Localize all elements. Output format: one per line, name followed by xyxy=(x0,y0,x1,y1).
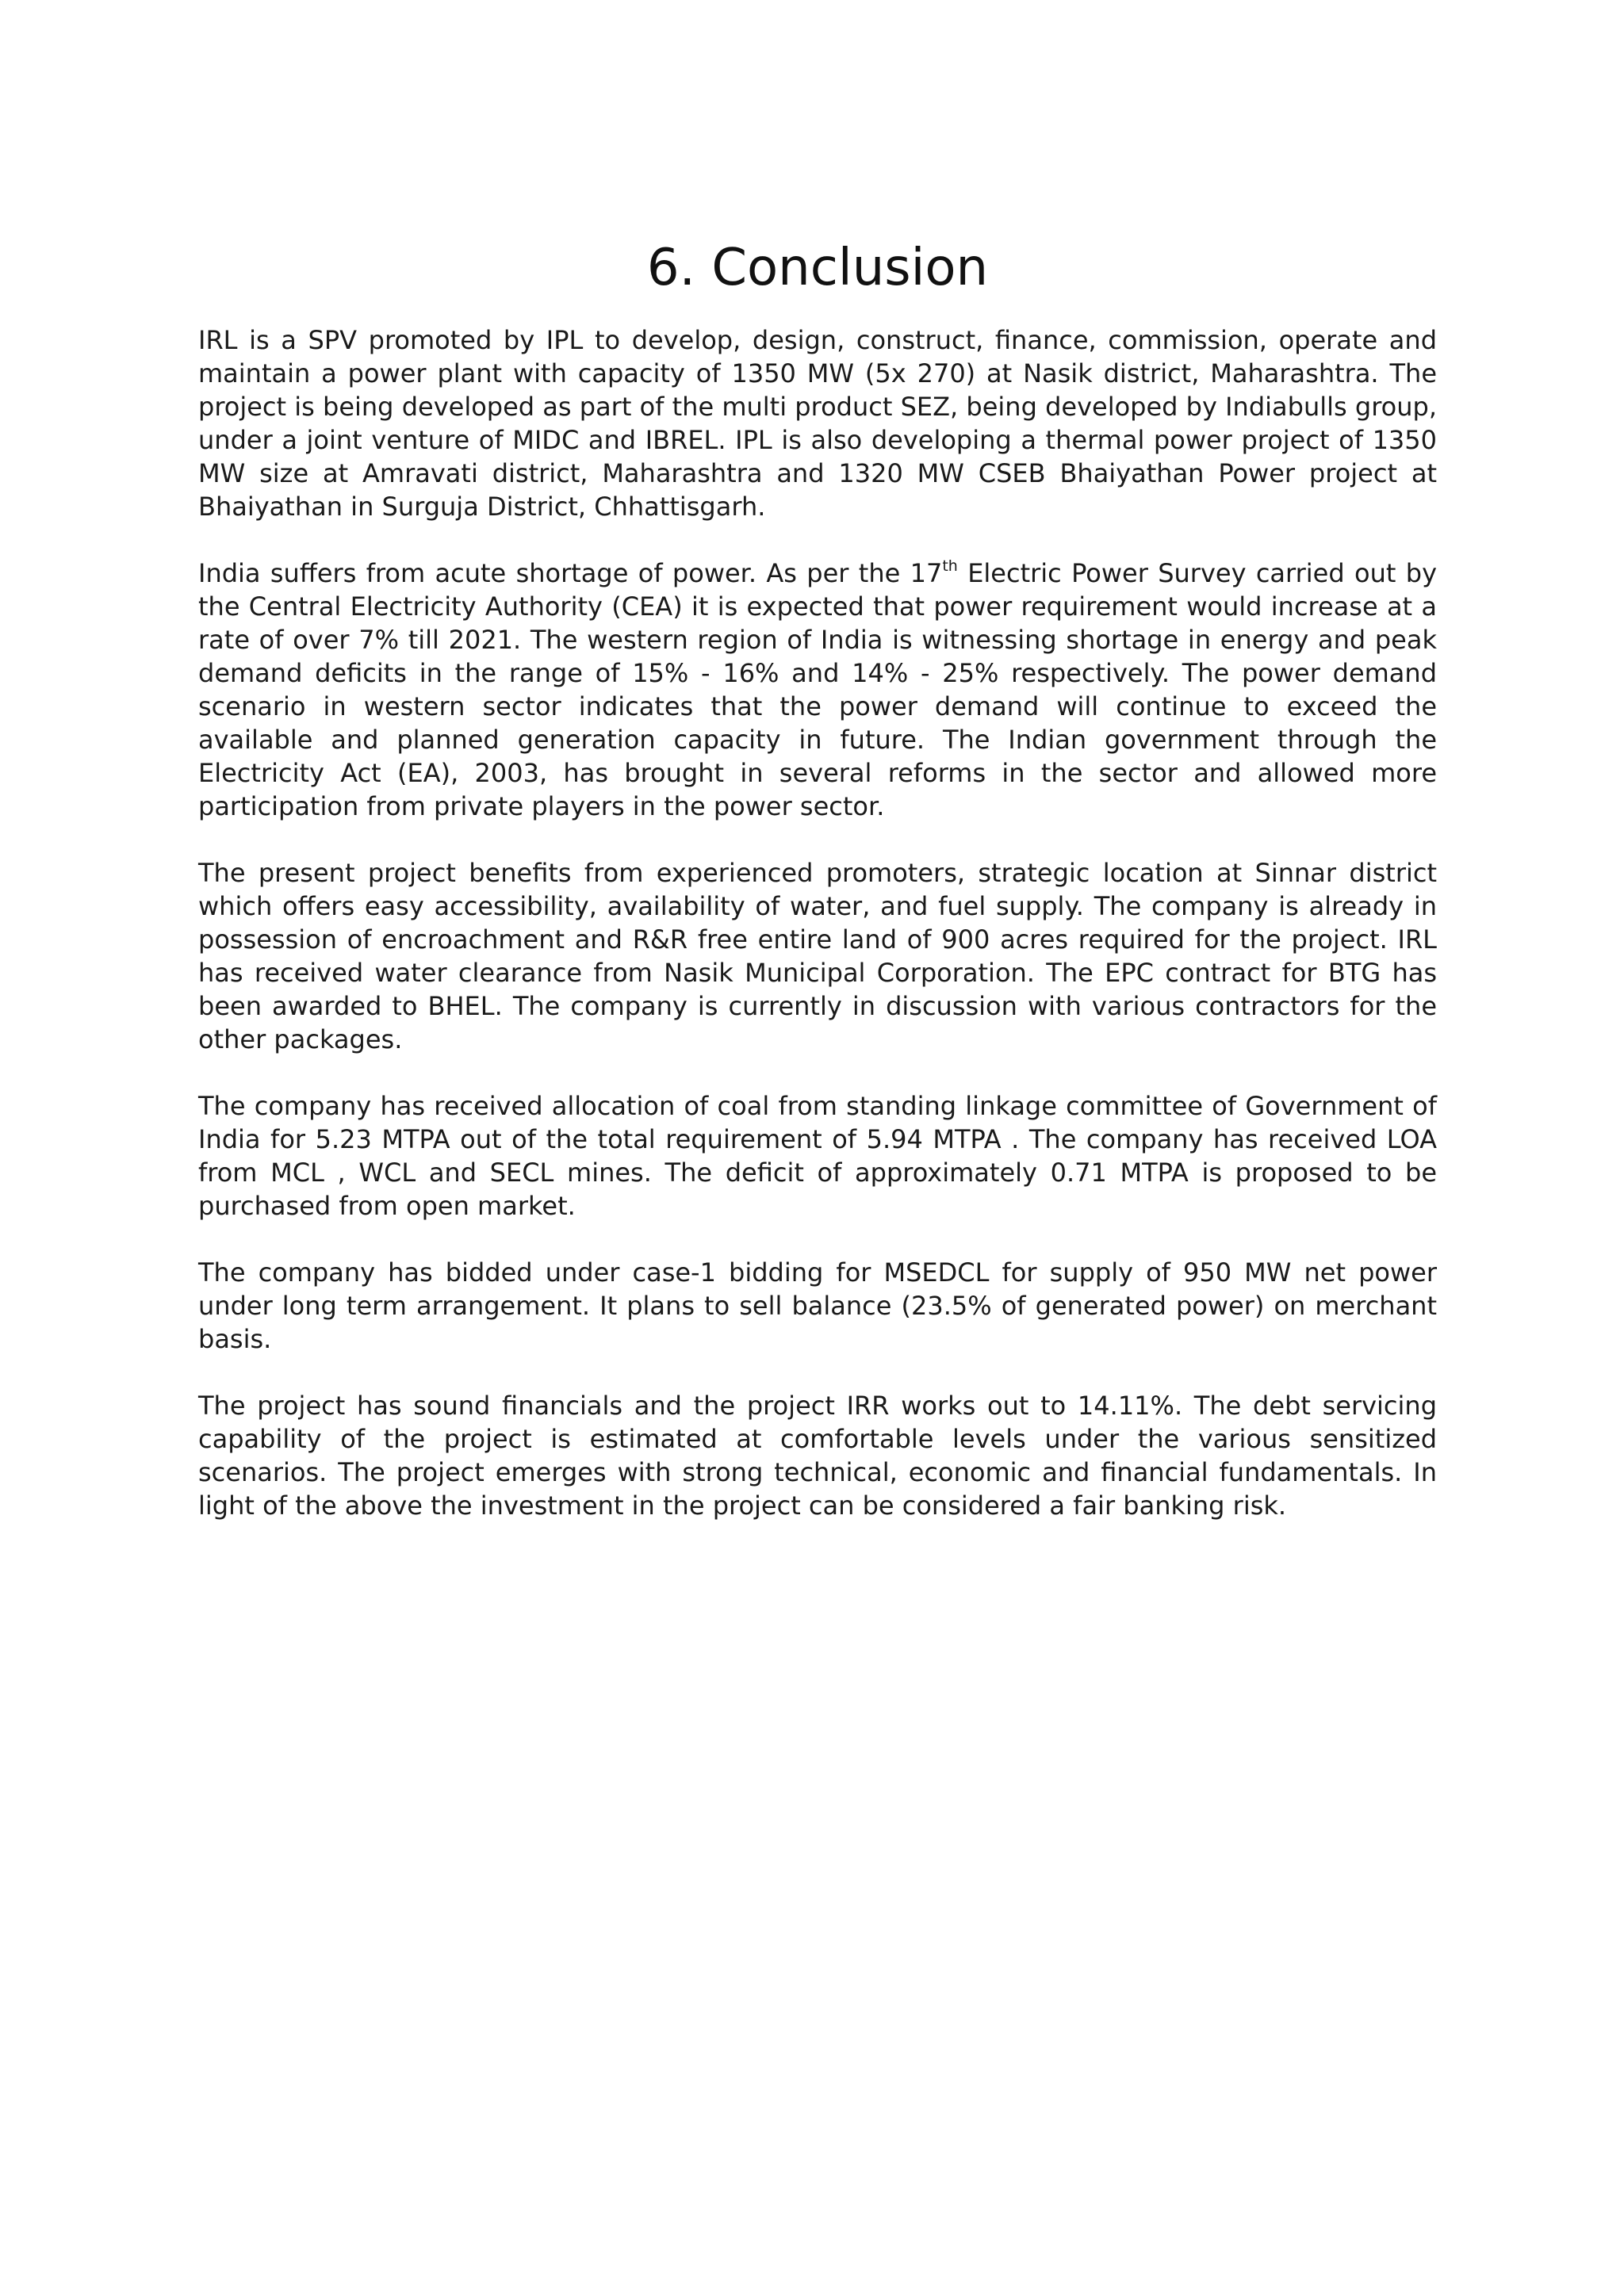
paragraph-project-overview: IRL is a SPV promoted by IPL to develop, design, construct, finance, commission, operate and maintain a power plant with capacity of 1350 MW (5x 270) at Nasik district, Maharashtra. The project is being developed as part of the multi product SEZ, being developed by Indiabulls group, under a joint venture of MIDC and IBREL. IPL is also developing a thermal power project of 1350 MW size at Amravati district, Maharashtra and 1320 MW CSEB Bhaiyathan Power project at Bhaiyathan in Surguja District, Chhattisgarh. xyxy=(198,325,1437,522)
paragraph-power-shortage-text-end: Electric Power Survey carried out by the Central Electricity Authority (CEA) it is expected that power requirement would increase at a rate of over 7% till 2021. The western region of India is witnessing shortage in energy and peak demand deficits in the range of 15% - 16% and 14% - 25% respectively. The power demand scenario in western sector indicates that the power demand will continue to exceed the available and planned generation capacity in future. The Indian government through the Electricity Act (EA), 2003, has brought in several reforms in the sector and allowed more participation from private players in the power sector. xyxy=(198,558,1438,821)
document-page xyxy=(198,230,1437,1556)
page-title: 6. Conclusion xyxy=(646,239,989,297)
paragraph-power-shortage xyxy=(198,557,1437,823)
paragraph-project-benefits: The present project benefits from experienced promoters, strategic location at Sinnar district which offers easy accessibility, availability of water, and fuel supply. The company is already in possession of encroachment and R&R free entire land of 900 acres required for the project. IRL has received water clearance from Nasik Municipal Corporation. The EPC contract for BTG has been awarded to BHEL. The company is currently in discussion with various contractors for the other packages. xyxy=(198,858,1437,1054)
paragraph-power-bidding: The company has bidded under case-1 bidding for MSEDCL for supply of 950 MW net power under long term arrangement. It plans to sell balance (23.5% of generated power) on merchant basis. xyxy=(198,1257,1437,1354)
paragraph-coal-allocation: The company has received allocation of coal from standing linkage committee of Government of India for 5.23 MTPA out of the total requirement of 5.94 MTPA . The company has received LOA from MCL , WCL and SECL mines. The deficit of approximately 0.71 MTPA is proposed to be purchased from open market. xyxy=(198,1091,1437,1221)
paragraph-financials: The project has sound financials and the project IRR works out to 14.11%. The debt servicing capability of the project is estimated at comfortable levels under the various sensitized scenarios. The project emerges with strong technical, economic and financial fundamentals. In light of the above the investment in the project can be considered a fair banking risk. xyxy=(198,1391,1437,1521)
ordinal-superscript: th xyxy=(942,557,958,575)
paragraph-power-shortage-text-start: India suffers from acute shortage of power. As per the 17 xyxy=(198,558,943,588)
